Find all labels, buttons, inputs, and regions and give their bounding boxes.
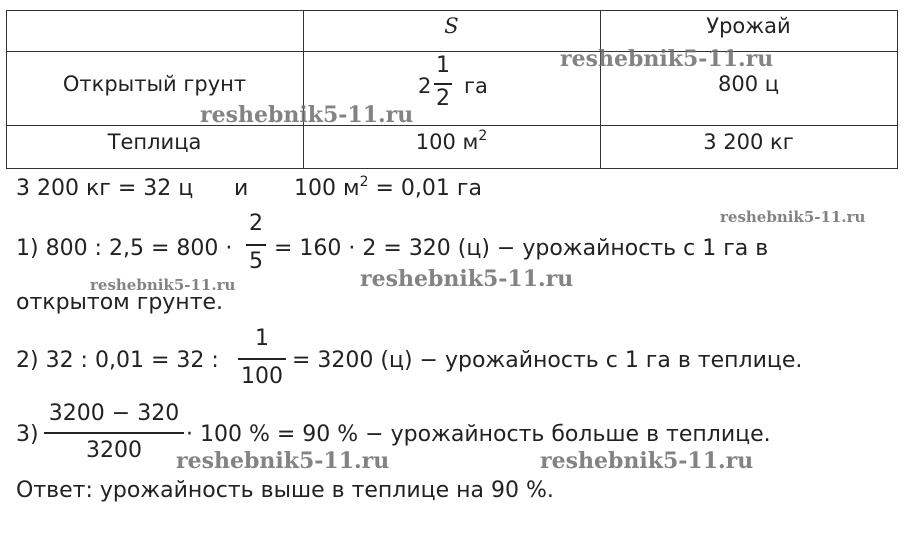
watermark-5: reshebnik5-11.ru xyxy=(90,276,236,294)
step2-frac-den: 100 xyxy=(241,364,283,389)
step1-frac-den: 5 xyxy=(249,249,263,274)
step1-suffix: = 160 · 2 = 320 (ц) − урожайность с 1 га в xyxy=(274,236,769,261)
watermark-4: reshebnik5-11.ru xyxy=(360,266,574,292)
table-border-top xyxy=(6,10,898,11)
step3-prefix: 3) xyxy=(16,422,39,447)
area-unit: га xyxy=(464,74,488,98)
header-s: S xyxy=(444,14,459,38)
step1-frac-num: 2 xyxy=(249,211,263,236)
step2-frac-num: 1 xyxy=(255,326,269,351)
row-greenhouse-name: Теплица xyxy=(107,130,202,154)
conversion-and: и xyxy=(234,176,249,201)
answer-line: Ответ: урожайность выше в теплице на 90 %. xyxy=(16,478,554,503)
conversion-right xyxy=(294,176,482,201)
greenhouse-area-value: 100 м xyxy=(415,130,479,154)
watermark-2: reshebnik5-11.ru xyxy=(200,102,414,128)
area-frac-num: 1 xyxy=(436,53,450,78)
conversion-left: 3 200 кг = 32 ц xyxy=(16,176,194,201)
row-greenhouse-area xyxy=(303,130,600,154)
step1-prefix: 1) 800 : 2,5 = 800 · xyxy=(16,236,233,261)
watermark-7: reshebnik5-11.ru xyxy=(540,448,754,474)
row-greenhouse-yield: 3 200 кг xyxy=(703,130,794,154)
step3-frac-bar xyxy=(44,432,184,434)
step2-frac-bar xyxy=(238,358,286,360)
step2-suffix: = 3200 (ц) − урожайность с 1 га в теплице. xyxy=(292,348,803,373)
area-frac-den: 2 xyxy=(436,86,450,111)
step1-continuation: открытом грунте. xyxy=(16,290,224,315)
conversion-right-a: 100 м xyxy=(294,176,360,201)
conversion-right-b: = 0,01 га xyxy=(368,176,482,201)
conversion-right-sup: 2 xyxy=(359,174,369,190)
table-border-bottom xyxy=(6,168,898,169)
area-whole: 2 xyxy=(418,74,432,98)
step3-frac-den: 3200 xyxy=(86,438,142,463)
row-open-ground-name: Открытый грунт xyxy=(62,72,247,96)
step1-frac-bar xyxy=(246,244,266,246)
table-border-right xyxy=(897,10,898,169)
row-open-ground-yield: 800 ц xyxy=(717,72,780,96)
area-frac-bar xyxy=(434,83,452,85)
watermark-3: reshebnik5-11.ru xyxy=(720,208,866,226)
step3-suffix: · 100 % = 90 % − урожайность больше в теплице. xyxy=(186,422,771,447)
header-yield: Урожай xyxy=(706,14,791,38)
step2-prefix: 2) 32 : 0,01 = 32 : xyxy=(16,348,219,373)
step3-frac-num: 3200 − 320 xyxy=(48,401,180,426)
watermark-6: reshebnik5-11.ru xyxy=(176,448,390,474)
table-border-row2 xyxy=(6,125,898,126)
greenhouse-area-sup: 2 xyxy=(478,128,488,144)
watermark-1: reshebnik5-11.ru xyxy=(560,46,774,72)
